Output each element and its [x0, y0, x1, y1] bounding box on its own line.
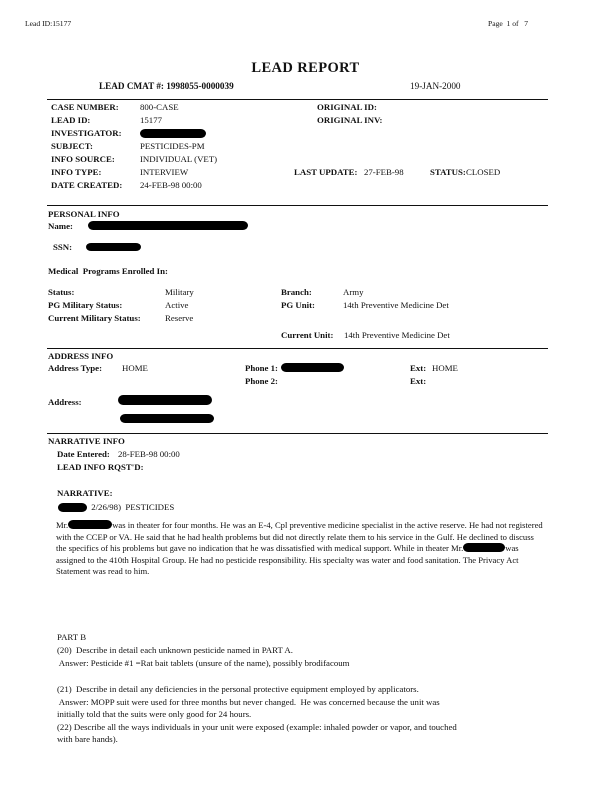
pg-unit-label: PG Unit: [281, 300, 315, 310]
address-info-heading: ADDRESS INFO [48, 351, 114, 361]
status-field-label: Status: [48, 287, 75, 297]
narrative-inline-redaction-2 [463, 543, 505, 552]
pg-military-status-value: Active [165, 300, 189, 310]
phone2-label: Phone 2: [245, 376, 278, 386]
ext1-label: Ext: [410, 363, 427, 373]
status-value: CLOSED [466, 167, 501, 177]
narrative-body-part-2: was assigned to the 410th Hospital Group. He had no pesticide responsibility. His specialty was water and food sanitation. The Privacy Act Statement was read to him. [56, 543, 519, 577]
narrative-inline-redaction-1 [68, 520, 112, 529]
lead-id-label: LEAD ID: [51, 115, 91, 125]
lead-info-rqstd-label: LEAD INFO RQST'D: [57, 462, 144, 472]
branch-value: Army [343, 287, 364, 297]
current-unit-value: 14th Preventive Medicine Det [344, 330, 450, 340]
address-type-value: HOME [122, 363, 148, 373]
lead-id-value: 15177 [140, 115, 162, 125]
case-info-top-rule [47, 99, 548, 100]
info-source-label: INFO SOURCE: [51, 154, 115, 164]
ssn-label: SSN: [53, 242, 73, 252]
personal-info-heading: PERSONAL INFO [48, 209, 120, 219]
narrative-body-part-1: was in theater for four months. He was an E-4, Cpl preventive medicine specialist in the active reserve. He had not registered with the CCEP or VA. He said that he had health problems but did not directly relate them to his service in the Gulf. He declined to discuss the specifics of his problems but gave no indication that he was dissatisfied with medical support. While in theater Mr. [56, 520, 543, 554]
current-military-status-label: Current Military Status: [48, 313, 141, 323]
medical-programs-label: Medical Programs Enrolled In: [48, 266, 168, 276]
address-redaction-line-1 [118, 395, 212, 405]
ext1-value: HOME [432, 363, 458, 373]
part-b-heading: PART B [57, 632, 87, 642]
question-22-line-1: (22) Describe all the ways individuals in your unit were exposed (example: inhaled powder or vapor, and touched [57, 722, 457, 732]
phone1-label: Phone 1: [245, 363, 278, 373]
name-redaction [88, 221, 248, 230]
answer-21-line-1: Answer: MOPP suit were used for three months but never changed. He was concerned because the unit was [57, 697, 440, 707]
address-info-top-rule [47, 348, 548, 349]
address-label: Address: [48, 397, 82, 407]
current-unit-label: Current Unit: [281, 330, 334, 340]
last-update-value: 27-FEB-98 [364, 167, 404, 177]
narrative-body [56, 520, 544, 578]
branch-label: Branch: [281, 287, 312, 297]
question-21: (21) Describe in detail any deficiencies in the personal protective equipment employed by applicators. [57, 684, 419, 694]
subject-label: SUBJECT: [51, 141, 93, 151]
page-header-page-number: Page 1 of 7 [488, 19, 529, 28]
case-number-value: 800-CASE [140, 102, 179, 112]
info-type-value: INTERVIEW [140, 167, 189, 177]
answer-21-line-2: initially told that the suits were only good for 24 hours. [57, 709, 252, 719]
original-inv-label: ORIGINAL INV: [317, 115, 383, 125]
ext2-label: Ext: [410, 376, 427, 386]
narrative-info-top-rule [47, 433, 548, 434]
address-redaction-line-2 [120, 414, 214, 423]
personal-info-top-rule [47, 205, 548, 206]
subject-value: PESTICIDES-PM [140, 141, 205, 151]
lead-cmat-number: LEAD CMAT #: 1998055-0000039 [99, 81, 234, 91]
last-update-label: LAST UPDATE: [294, 167, 358, 177]
address-type-label: Address Type: [48, 363, 103, 373]
investigator-redaction [140, 129, 206, 138]
date-created-label: DATE CREATED: [51, 180, 123, 190]
page-title: LEAD REPORT [251, 60, 360, 76]
narrative-heading-date: 2/26/98) PESTICIDES [89, 502, 175, 512]
pg-military-status-label: PG Military Status: [48, 300, 123, 310]
question-20: (20) Describe in detail each unknown pesticide named in PART A. [57, 645, 293, 655]
investigator-label: INVESTIGATOR: [51, 128, 122, 138]
narrative-body-prefix: Mr. [56, 520, 69, 530]
info-source-value: INDIVIDUAL (VET) [140, 154, 218, 164]
info-type-label: INFO TYPE: [51, 167, 102, 177]
narrative-author-redaction [58, 503, 87, 512]
status-field-value: Military [165, 287, 194, 297]
status-label: STATUS: [430, 167, 466, 177]
current-military-status-value: Reserve [165, 313, 194, 323]
date-entered-label: Date Entered: [57, 449, 110, 459]
pg-unit-value: 14th Preventive Medicine Det [343, 300, 449, 310]
report-date: 19-JAN-2000 [410, 81, 461, 91]
original-id-label: ORIGINAL ID: [317, 102, 377, 112]
page-header-lead-id: Lead ID:15177 [25, 19, 72, 28]
date-entered-value: 28-FEB-98 00:00 [118, 449, 180, 459]
narrative-info-heading: NARRATIVE INFO [48, 436, 125, 446]
name-label: Name: [48, 221, 73, 231]
narrative-label: NARRATIVE: [57, 488, 113, 498]
case-number-label: CASE NUMBER: [51, 102, 119, 112]
phone1-redaction [281, 363, 344, 372]
answer-20: Answer: Pesticide #1 =Rat bait tablets (unsure of the name), possibly brodifacoum [57, 658, 350, 668]
ssn-redaction [86, 243, 141, 251]
question-22-line-2: with bare hands). [57, 734, 118, 744]
date-created-value: 24-FEB-98 00:00 [140, 180, 202, 190]
